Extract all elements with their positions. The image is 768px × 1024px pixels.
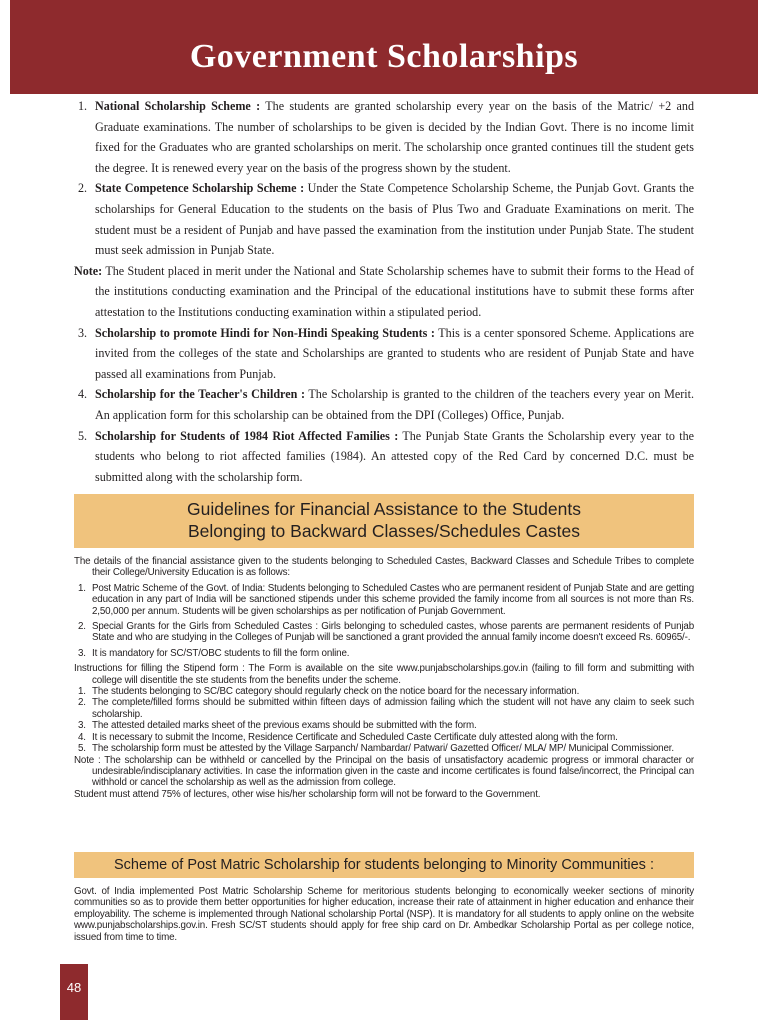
stipend-instructions: Instructions for filling the Stipend form : The Form is available on the site www.punjabscholarships.gov.in (failing to fill form and submitting with college will disentitle the ste students from the benefits under the scheme. [74, 663, 694, 686]
guidelines-item: 2. Special Grants for the Girls from Scheduled Castes : Girls belonging to scheduled castes, whose parents are permanent residents of Punjab State and who are studying in the Colleges of Punjab will be sanctioned a grant provided the annual family income doesn't exceed Rs. 60965/-. [78, 621, 694, 644]
instruction-item: 5. The scholarship form must be attested by the Village Sarpanch/ Nambardar/ Patwari/ Gazetted Officer/ MLA/ MP/ Municipal Commissioner. [78, 743, 674, 755]
minority-text: Govt. of India implemented Post Matric Scholarship Scheme for meritorious students belonging to economically weeker sections of minority communities so as to provide them better opportunities for higher education, increase their rate of attainment in higher education and enhance their employability. The scheme is implemented through National scholarship Portal (NSP). It is mandatory for all students to apply online on the website www.punjabscholarships.gov.in. Fresh SC/ST students should apply for free ship card on Dr. Ambedkar Scholarship Portal as per college notice, issued from time to time. [74, 886, 694, 943]
guidelines-section [74, 556, 694, 800]
instruction-item: 3. The attested detailed marks sheet of the previous exams should be submitted with the form. [78, 720, 477, 732]
scheme-text: The Scholarship is granted to the children of the teachers every year on Merit. An application form for this scholarship can be obtained from the DPI (Colleges) Office, Punjab. [95, 387, 694, 422]
attendance-requirement: Student must attend 75% of lectures, other wise his/her scholarship form will not be forward to the Government. [74, 788, 541, 800]
page-title: Government Scholarships [189, 38, 579, 75]
guidelines-note: Note : The scholarship can be withheld or cancelled by the Principal on the basis of unsatisfactory academic progress or immoral character or undesirable/indisciplanary activities. In case the information given in the caste and income certificates is found false/incorrect, the Principal can withhold or cancel the scholarship as well as the admission from college. [74, 754, 694, 789]
scheme-text: The students are granted scholarship every year on the basis of the Matric/ +2 and Graduate examinations. The number of scholarships to be given is decided by the Indian Govt. There is no income limit fixed for the Graduates who are granted scholarships on merit. The scholarship once granted continues till the student gets the degree. It is renewed every year on the basis of the progress shown by the student. [95, 99, 694, 175]
instruction-item: 4. It is necessary to submit the Income, Residence Certificate and Scheduled Caste Certificate duly attested along with the form. [78, 731, 618, 743]
scholarship-note [74, 261, 694, 323]
guidelines-banner-line2: Belonging to Backward Classes/Schedules Castes [187, 521, 580, 541]
page-number-tab [60, 964, 88, 1020]
note-label: Note: [74, 263, 103, 278]
scheme-title: Scholarship for the Teacher's Children : [95, 387, 305, 402]
minority-section [74, 886, 694, 943]
minority-banner [74, 852, 694, 878]
scheme-item: 1. National Scholarship Scheme : The students are granted scholarship every year on the basis of the Matric/ +2 and Graduate examinations. The number of scholarships to be given is decided by the Indian Govt. There is no income limit fixed for the Graduates who are granted scholarships on merit. The scholarship once granted continues till the student gets the degree. It is renewed every year on the basis of the progress shown by the student. [78, 99, 694, 175]
scheme-item: 3. Scholarship to promote Hindi for Non-Hindi Speaking Students : This is a center sponsored Scheme. Applications are invited from the colleges of the state and Scholarships are granted to students who are resident of Punjab State and have passed all examinations from Punjab. [78, 325, 694, 381]
header-band [10, 0, 758, 94]
instruction-item: 1. The students belonging to SC/BC category should regularly check on the notice board for the necessary information. [78, 686, 580, 698]
scheme-text: Under the State Competence Scholarship Scheme, the Punjab Govt. Grants the scholarships for General Education to the students on the basis of Plus Two and Graduate Examinations on merit. The student must be a resident of Punjab and have passed the examination from the institution under Punjab State. The student must seek admission in Punjab State. [95, 181, 695, 258]
government-scholarships-list [74, 96, 694, 487]
scheme-item: 4. Scholarship for the Teacher's Children : The Scholarship is granted to the children of the teachers every year on Merit. An application form for this scholarship can be obtained from the DPI (Colleges) Office, Punjab. [78, 387, 694, 422]
guidelines-intro: The details of the financial assistance given to the students belonging to Scheduled Castes, Backward Classes and Schedule Tribes to complete their College/University Education is as follows: [74, 556, 694, 579]
guidelines-item: 3. It is mandatory for SC/ST/OBC students to fill the form online. [78, 647, 350, 659]
page-number: 48 [66, 980, 82, 995]
scheme-title: Scholarship for Students of 1984 Riot Affected Families : [95, 428, 399, 443]
instruction-item: 2. The complete/filled forms should be submitted within fifteen days of admission failing which the student will not have any claim to seek such scholarship. [78, 697, 694, 720]
note-text: The Student placed in merit under the National and State Scholarship schemes have to submit their forms to the Head of the institutions conducting examination and the Principal of the educational institutions have to submit these forms after attestation to the Institutions conducting examination within a stipulated period. [95, 263, 694, 319]
scheme-item: 5. Scholarship for Students of 1984 Riot Affected Families : The Punjab State Grants the Scholarship every year to the students who belong to riot affected families (1984). An attested copy of the Red Card by concerned D.C. must be submitted along with the scholarship form. [78, 428, 694, 484]
scheme-title: Scholarship to promote Hindi for Non-Hindi Speaking Students : [95, 325, 435, 340]
scheme-title: National Scholarship Scheme : [95, 99, 261, 113]
scheme-title: State Competence Scholarship Scheme : [95, 181, 305, 196]
scheme-text: This is a center sponsored Scheme. Applications are invited from the colleges of the state and Scholarships are granted to students who are resident of Punjab State and have passed all examinations from Punjab. [95, 325, 694, 381]
guidelines-banner-line1: Guidelines for Financial Assistance to the Students [187, 499, 581, 519]
guidelines-banner [74, 494, 694, 548]
scheme-text: The Punjab State Grants the Scholarship every year to the students who belong to riot affected families (1984). An attested copy of the Red Card by concerned D.C. must be submitted along with the scholarship form. [95, 428, 694, 484]
guidelines-item: 1. Post Matric Scheme of the Govt. of India: Students belonging to Scheduled Castes who are permanent resident of Punjab State and are getting education in any part of India will be sanctioned stipends under this scheme provided the family income from all sources is not more than Rs. 2,50,000 per annum. Students will be given scholarships as per notification of Punjab Government. [78, 582, 694, 617]
scheme-item: 2. State Competence Scholarship Scheme : Under the State Competence Scholarship Scheme, the Punjab Govt. Grants the scholarships for General Education to the students on the basis of Plus Two and Graduate Examinations on merit. The student must be a resident of Punjab and have passed the examination from the institution under Punjab State. The student must seek admission in Punjab State. [78, 181, 695, 258]
minority-banner-text: Scheme of Post Matric Scholarship for students belonging to Minority Communities : [114, 857, 654, 873]
